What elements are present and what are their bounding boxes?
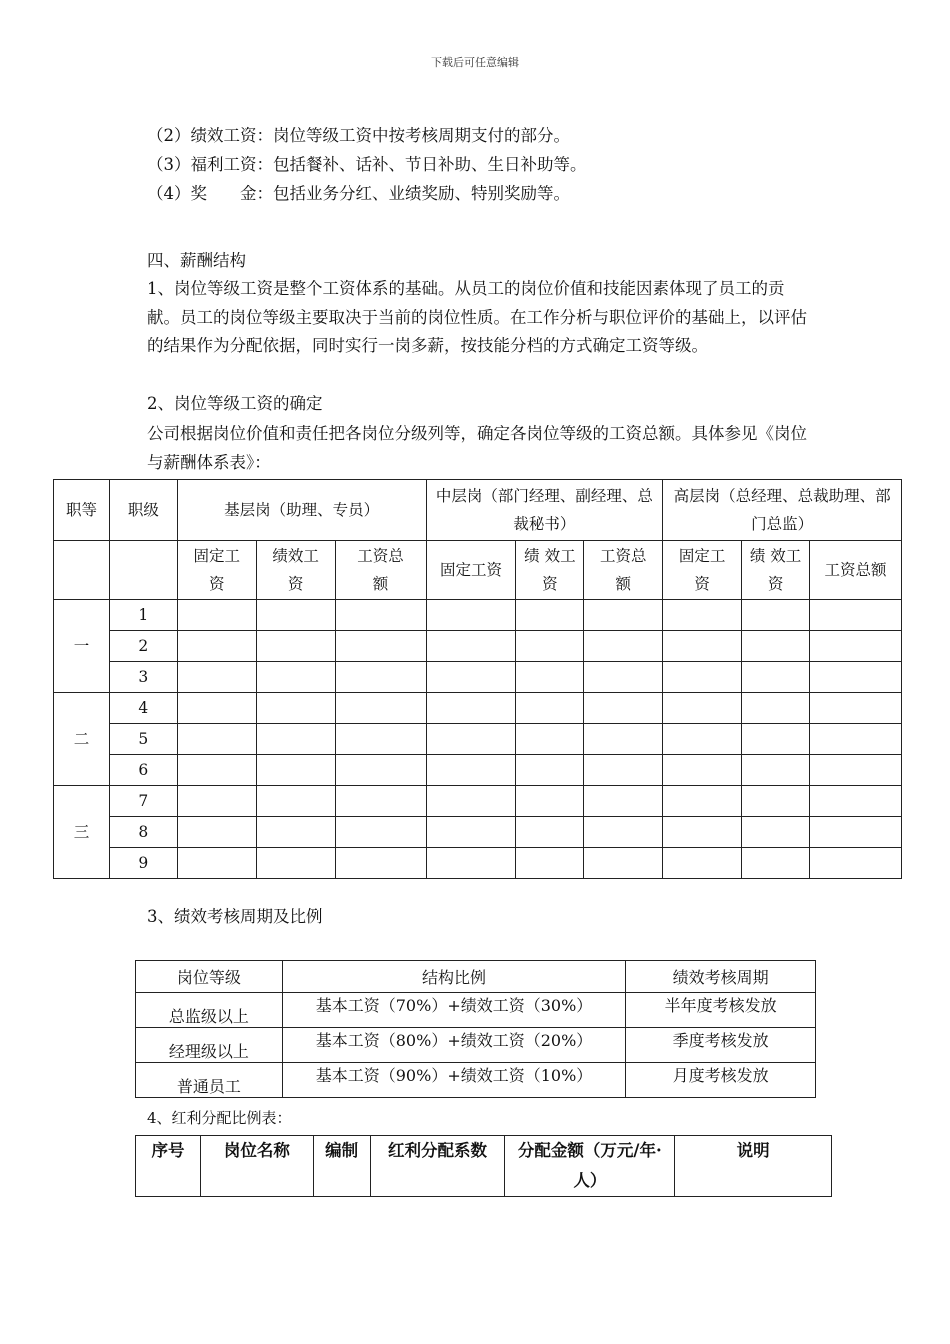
subheader-fixed: 固定工资 [177,541,256,600]
subsection-title: 2、岗位等级工资的确定 [147,394,323,413]
level-cell: 2 [109,631,177,662]
paragraph-grade-wage: 1、岗位等级工资是整个工资体系的基础。从员工的岗位价值和技能因素体现了员工的贡献。员工的岗位等级主要取决于当前的岗位性质。在工作分析与职位评价的基础上，以评估的结果作为分配依据，同时实行一岗多薪，按技能分档的方式确定工资等级。 [147,279,807,355]
header-distribution-amount: 分配金额（万元/年·人） [505,1136,675,1197]
header-middle-post: 中层岗（部门经理、副经理、总裁秘书） [426,480,663,541]
level-cell: 8 [109,817,177,848]
subheader-total: 工资总额 [810,541,902,600]
wage-item-bonus: （4）奖 金：包括业务分红、业绩奖励、特别奖励等。 [147,184,570,203]
subheader-total: 工资总额 [584,541,663,600]
level-cell: 1 [109,600,177,631]
header-note: 下载后可任意编辑 [431,56,519,69]
level-cell: 5 [109,724,177,755]
ratio-row-grade: 总监级以上 [136,993,283,1028]
header-basic-post: 基层岗（助理、专员） [177,480,426,541]
wage-item-welfare: （3）福利工资：包括餐补、话补、节日补助、生日补助等。 [147,155,587,174]
bonus-distribution-table [135,1135,832,1197]
header-post-name: 岗位名称 [200,1136,313,1197]
ratio-row-cycle: 季度考核发放 [626,1028,816,1063]
grade-cell: 一 [54,600,110,693]
salary-system-table [53,479,902,879]
subheader-performance: 绩 效工资 [742,541,810,600]
level-cell: 6 [109,755,177,786]
wage-item-performance: （2）绩效工资：岗位等级工资中按考核周期支付的部分。 [147,126,570,145]
grade-cell: 三 [54,786,110,879]
subheader-total: 工资总额 [335,541,426,600]
subheader-fixed: 固定工资 [663,541,742,600]
header-review-cycle: 绩效考核周期 [626,961,816,993]
grade-cell: 二 [54,693,110,786]
level-cell: 3 [109,662,177,693]
section-title: 四、薪酬结构 [147,251,246,270]
subheader-fixed: 固定工资 [426,541,516,600]
empty-cell [54,541,110,600]
level-cell: 7 [109,786,177,817]
subheader-performance: 绩效工资 [256,541,335,600]
paragraph-grade-determination: 公司根据岗位价值和责任把各岗位分级列等，确定各岗位等级的工资总额。具体参见《岗位与薪酬体系表》： [147,424,807,472]
ratio-row-grade: 普通员工 [136,1063,283,1098]
empty-cell [109,541,177,600]
performance-ratio-table [135,960,816,1098]
ratio-row-cycle: 半年度考核发放 [626,993,816,1028]
ratio-row-structure: 基本工资（70%）+绩效工资（30%） [282,993,626,1028]
header-bonus-coefficient: 红利分配系数 [370,1136,505,1197]
header-grade: 职等 [54,480,110,541]
ratio-row-structure: 基本工资（90%）+绩效工资（10%） [282,1063,626,1098]
subsection-title: 4、红利分配比例表： [147,1109,292,1127]
subheader-performance: 绩 效工资 [516,541,584,600]
header-post-grade: 岗位等级 [136,961,283,993]
ratio-row-structure: 基本工资（80%）+绩效工资（20%） [282,1028,626,1063]
subsection-title: 3、绩效考核周期及比例 [147,907,323,926]
level-cell: 9 [109,848,177,879]
ratio-row-cycle: 月度考核发放 [626,1063,816,1098]
header-structure-ratio: 结构比例 [282,961,626,993]
header-remarks: 说明 [675,1136,832,1197]
header-headcount: 编制 [313,1136,370,1197]
ratio-row-grade: 经理级以上 [136,1028,283,1063]
level-cell: 4 [109,693,177,724]
header-senior-post: 高层岗（总经理、总裁助理、部门总监） [663,480,902,541]
header-serial: 序号 [136,1136,201,1197]
header-level: 职级 [109,480,177,541]
